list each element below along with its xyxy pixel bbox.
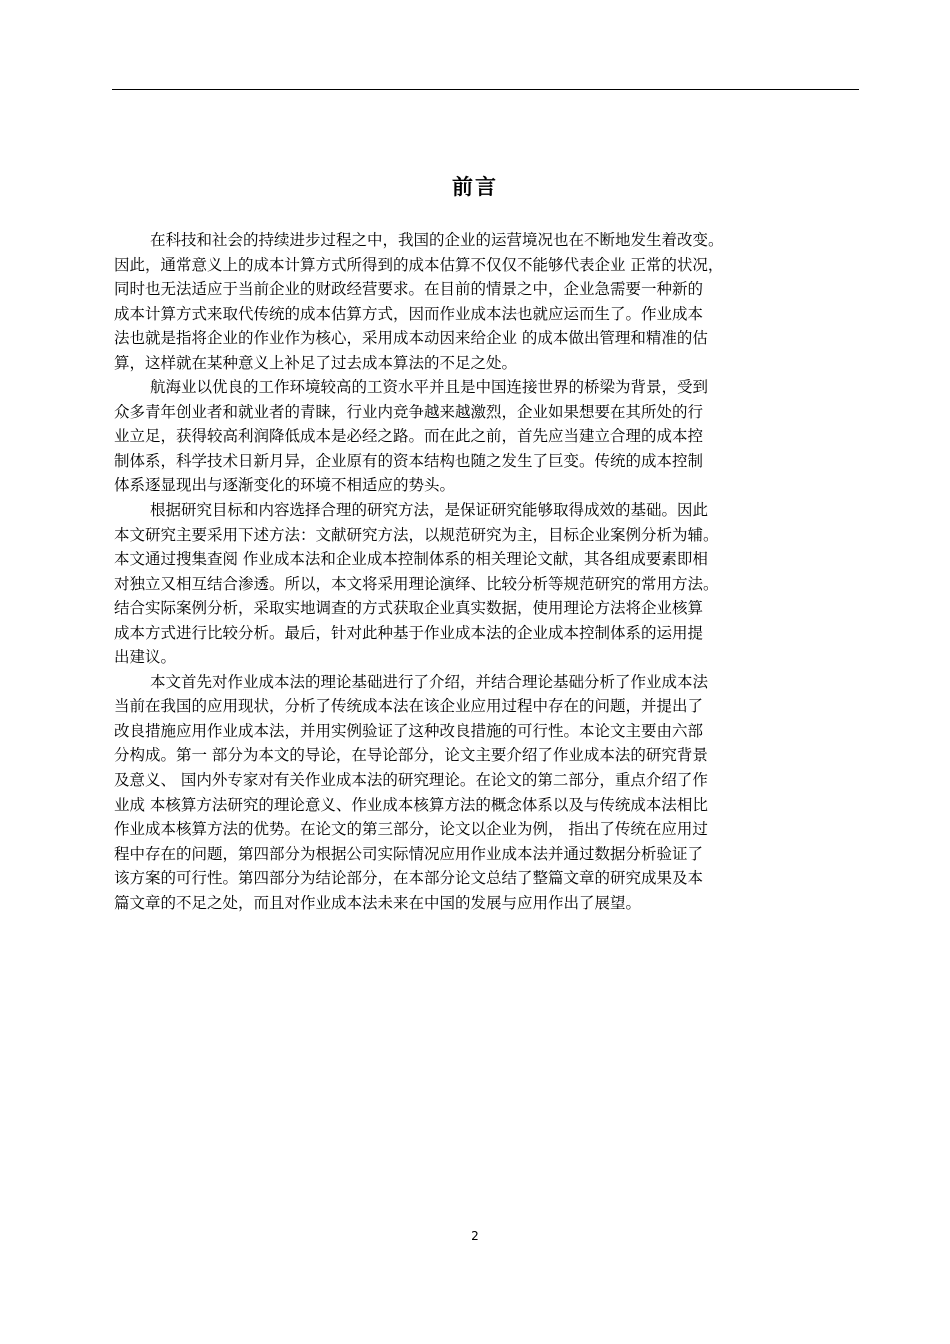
text-line: 成本计算方式来取代传统的成本估算方式，因而作业成本法也就应运而生了。作业成本 [114,304,704,323]
text-line: 因此，通常意义上的成本计算方式所得到的成本估算不仅仅不能够代表企业 正常的状况， [114,255,724,274]
text-line: 作业成本核算方法的优势。在论文的第三部分，论文以企业为例， 指出了传统在应用过 [114,820,708,839]
text-line: 该方案的可行性。第四部分为结论部分，在本部分论文总结了整篇文章的研究成果及本 [114,869,704,888]
text-line: 结合实际案例分析，采取实地调查的方式获取企业真实数据，使用理论方法将企业核算 [114,599,704,618]
text-line: 本文通过搜集查阅 作业成本法和企业成本控制体系的相关理论文献，其各组成要素即相 [114,550,708,569]
text-line: 程中存在的问题，第四部分为根据公司实际情况应用作业成本法并通过数据分析验证了 [114,844,704,863]
text-line: 业成 本核算方法研究的理论意义、作业成本核算方法的概念体系以及与传统成本法相比 [114,795,708,814]
page-title: 前言 [452,175,498,199]
text-line: 根据研究目标和内容选择合理的研究方法，是保证研究能够取得成效的基础。因此 [150,501,709,520]
text-line: 航海业以优良的工作环境较高的工资水平并且是中国连接世界的桥梁为背景，受到 [150,378,709,397]
text-line: 改良措施应用作业成本法，并用实例验证了这种改良措施的可行性。本论文主要由六部 [114,721,704,740]
body-text [114,228,859,915]
text-line: 对独立又相互结合渗透。所以，本文将采用理论演绎、比较分析等规范研究的常用方法。 [114,574,719,593]
page-number: 2 [471,1229,479,1243]
text-line: 本文首先对作业成本法的理论基础进行了介绍，并结合理论基础分析了作业成本法 [150,672,709,691]
text-line: 众多青年创业者和就业者的青睐，行业内竞争越来越激烈，企业如果想要在其所处的行 [114,402,704,421]
text-line: 体系逐显现出与逐渐变化的环境不相适应的势头。 [114,476,456,495]
text-line: 及意义、 国内外专家对有关作业成本法的研究理论。在论文的第二部分，重点介绍了作 [114,771,708,790]
text-line: 算，这样就在某种意义上补足了过去成本算法的不足之处。 [114,353,518,372]
text-line: 出建议。 [114,648,177,667]
paragraph [114,375,859,498]
paragraph [114,670,859,915]
text-line: 同时也无法适应于当前企业的财政经营要求。在目前的情景之中，企业急需要一种新的 [114,280,704,299]
paragraph [114,228,859,375]
text-line: 本文研究主要采用下述方法：文献研究方法，以规范研究为主，目标企业案例分析为辅。 [114,525,719,544]
text-line: 业立足，获得较高利润降低成本是必经之路。而在此之前，首先应当建立合理的成本控 [114,427,704,446]
header-rule [112,89,859,90]
paragraph [114,498,859,670]
text-line: 在科技和社会的持续进步过程之中，我国的企业的运营境况也在不断地发生着改变。 [150,231,724,249]
text-line: 篇文章的不足之处，而且对作业成本法未来在中国的发展与应用作出了展望。 [114,893,642,912]
text-line: 成本方式进行比较分析。最后，针对此种基于作业成本法的企业成本控制体系的运用提 [114,623,704,642]
text-line: 制体系，科学技术日新月异，企业原有的资本结构也随之发生了巨变。传统的成本控制 [114,451,704,470]
text-line: 法也就是指将企业的作业作为核心，采用成本动因来给企业 的成本做出管理和精准的估 [114,329,708,348]
text-line: 当前在我国的应用现状，分析了传统成本法在该企业应用过程中存在的问题，并提出了 [114,697,704,716]
text-line: 分构成。第一 部分为本文的导论，在导论部分，论文主要介绍了作业成本法的研究背景 [114,746,708,765]
